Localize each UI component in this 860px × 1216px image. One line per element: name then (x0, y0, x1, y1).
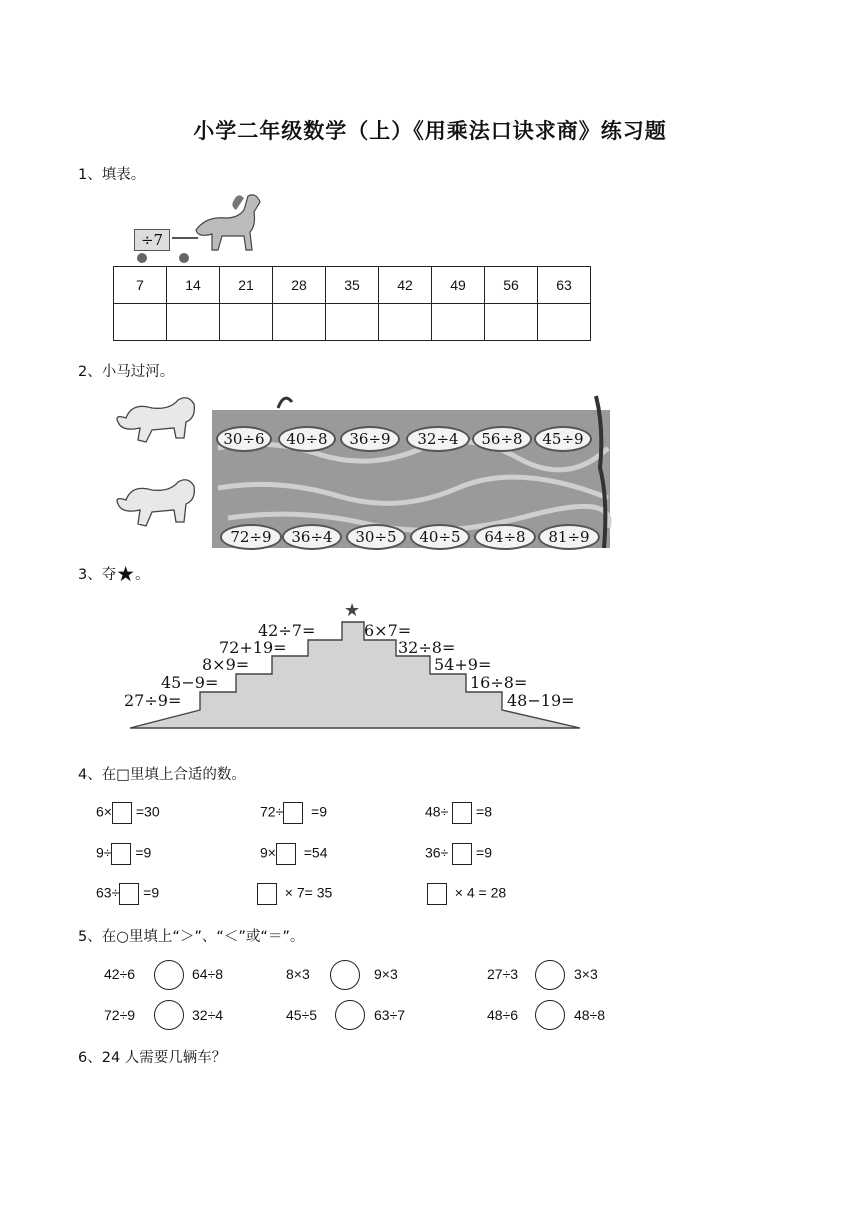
q1-answer-cell[interactable] (167, 304, 220, 341)
compare-circle[interactable] (154, 960, 184, 990)
answer-box[interactable] (427, 883, 447, 905)
compare-circle[interactable] (154, 1000, 184, 1030)
q1-answer-cell[interactable] (114, 304, 167, 341)
compare-left: 27÷3 (487, 966, 519, 982)
compare-right: 32÷4 (192, 1007, 224, 1023)
fill-item: 48÷ =8 (425, 802, 492, 824)
q3-label-prefix: 3、夺 (78, 567, 117, 583)
fill-item: 6× =30 (96, 802, 160, 824)
q1-answer-cell[interactable] (273, 304, 326, 341)
compare-circle[interactable] (335, 1000, 365, 1030)
river-stone: 40÷8 (278, 426, 336, 452)
compare-right: 9×3 (374, 966, 398, 982)
fill-item: 72÷ =9 (260, 802, 327, 824)
stair-expr: 8×9= (202, 655, 250, 674)
fill-item: × 4 = 28 (427, 883, 506, 905)
horse-cart-illustration (126, 188, 266, 268)
q3-label-suffix: 。 (135, 567, 150, 583)
fill-item: 36÷ =9 (425, 843, 492, 865)
compare-circle[interactable] (535, 1000, 565, 1030)
fill-item: × 7= 35 (257, 883, 332, 905)
q1-value: 35 (326, 267, 379, 304)
answer-box[interactable] (452, 802, 472, 824)
staircase-illustration (120, 598, 590, 733)
q2-label: 2、小马过河。 (78, 364, 175, 380)
answer-box[interactable] (283, 802, 303, 824)
answer-box[interactable] (257, 883, 277, 905)
river-stone: 36÷4 (282, 524, 342, 550)
q1-label: 1、填表。 (78, 167, 146, 183)
river-stone: 45÷9 (534, 426, 592, 452)
q3-label (78, 562, 150, 586)
river-stone: 30÷6 (216, 426, 272, 452)
q1-answer-row (114, 304, 591, 341)
answer-box[interactable] (112, 802, 132, 824)
fill-item: 9÷ =9 (96, 843, 151, 865)
q1-answer-cell[interactable] (432, 304, 485, 341)
page-title: 小学二年级数学（上）《用乘法口诀求商》练习题 (193, 119, 667, 143)
answer-box[interactable] (119, 883, 139, 905)
svg-text:★: ★ (344, 600, 361, 621)
compare-right: 3×3 (574, 966, 598, 982)
river-stone: 32÷4 (406, 426, 470, 452)
cart-divisor: ÷7 (134, 229, 170, 251)
stair-expr: 48−19= (507, 691, 575, 710)
q1-value: 42 (379, 267, 432, 304)
compare-left: 8×3 (286, 966, 310, 982)
star-icon: ★ (116, 562, 136, 586)
compare-right: 48÷8 (574, 1007, 606, 1023)
river-stone: 64÷8 (474, 524, 536, 550)
q1-value: 56 (485, 267, 538, 304)
stair-expr: 6×7= (364, 621, 412, 640)
fill-item: 63÷ =9 (96, 883, 159, 905)
q1-table (113, 266, 591, 341)
q1-answer-cell[interactable] (538, 304, 591, 341)
river-stone: 56÷8 (472, 426, 532, 452)
q5-label: 5、在○里填上“＞”、“＜”或“＝”。 (78, 929, 305, 945)
q1-value: 63 (538, 267, 591, 304)
q1-value-row (114, 267, 591, 304)
compare-circle[interactable] (330, 960, 360, 990)
stair-expr: 32÷8= (398, 638, 456, 657)
ponies-illustration (112, 392, 202, 542)
stair-expr: 16÷8= (470, 673, 528, 692)
answer-box[interactable] (452, 843, 472, 865)
q1-value: 28 (273, 267, 326, 304)
q1-value: 21 (220, 267, 273, 304)
compare-right: 63÷7 (374, 1007, 406, 1023)
q1-answer-cell[interactable] (326, 304, 379, 341)
stair-expr: 72+19= (219, 638, 287, 657)
q1-answer-cell[interactable] (379, 304, 432, 341)
q1-value: 7 (114, 267, 167, 304)
compare-left: 72÷9 (104, 1007, 136, 1023)
river-stone: 40÷5 (410, 524, 470, 550)
compare-left: 48÷6 (487, 1007, 519, 1023)
q1-value: 49 (432, 267, 485, 304)
q6-label: 6、24 人需要几辆车？ (78, 1050, 227, 1066)
compare-right: 64÷8 (192, 966, 224, 982)
compare-left: 45÷5 (286, 1007, 318, 1023)
stair-expr: 27÷9= (124, 691, 182, 710)
answer-box[interactable] (111, 843, 131, 865)
stair-expr: 54+9= (434, 655, 492, 674)
stair-expr: 42÷7= (258, 621, 316, 640)
compare-circle[interactable] (535, 960, 565, 990)
river-stone: 30÷5 (346, 524, 406, 550)
q1-answer-cell[interactable] (220, 304, 273, 341)
river-stone: 81÷9 (538, 524, 600, 550)
answer-box[interactable] (276, 843, 296, 865)
q1-answer-cell[interactable] (485, 304, 538, 341)
stair-expr: 45−9= (161, 673, 219, 692)
q1-value: 14 (167, 267, 220, 304)
compare-left: 42÷6 (104, 966, 136, 982)
fill-item: 9× =54 (260, 843, 328, 865)
q4-label: 4、在□里填上合适的数。 (78, 767, 246, 783)
river-stone: 36÷9 (340, 426, 400, 452)
river-stone: 72÷9 (220, 524, 282, 550)
